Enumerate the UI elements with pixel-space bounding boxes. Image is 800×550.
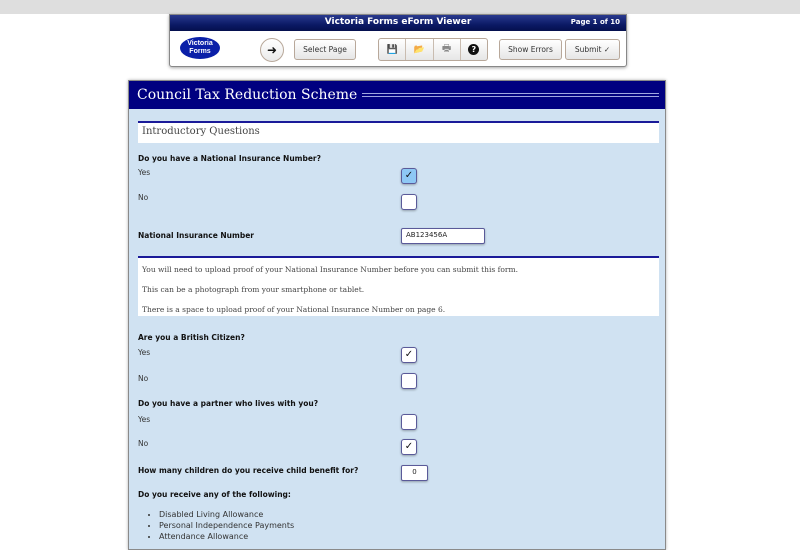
question-ni: Do you have a National Insurance Number? xyxy=(138,154,321,163)
arrow-right-icon: ➜ xyxy=(266,43,278,57)
select-page-button[interactable]: Select Page xyxy=(294,39,356,60)
benefits-list xyxy=(159,509,294,542)
ni-number-input[interactable]: AB123456A xyxy=(401,228,485,244)
question-british: Are you a British Citizen? xyxy=(138,333,245,342)
form-header xyxy=(129,81,665,109)
victoria-forms-logo xyxy=(180,37,220,59)
eform-toolbar xyxy=(169,14,627,67)
open-button[interactable] xyxy=(406,39,433,60)
section-title: Introductory Questions xyxy=(142,126,260,137)
info-line: There is a space to upload proof of your National Insurance Number on page 6. xyxy=(142,305,446,314)
folder-icon: 📂 xyxy=(413,44,425,55)
option-label-partner-no: No xyxy=(138,439,149,448)
info-line: You will need to upload proof of your National Insurance Number before you can submit this form. xyxy=(142,265,519,274)
toolbar-title-bar xyxy=(170,15,626,31)
file-actions-group xyxy=(378,38,488,61)
checkbox-partner-yes[interactable] xyxy=(401,414,417,430)
benefit-item: • Personal Independence Payments xyxy=(159,520,294,531)
section-header xyxy=(138,121,659,143)
form-title: Council Tax Reduction Scheme xyxy=(137,87,358,103)
info-line: This can be a photograph from your smartphone or tablet. xyxy=(142,285,365,294)
show-errors-button[interactable]: Show Errors xyxy=(499,39,562,60)
help-button[interactable] xyxy=(461,39,487,60)
option-label-ni-yes: Yes xyxy=(138,168,151,177)
logo-line1: Victoria xyxy=(187,40,213,47)
checkbox-ni-no[interactable] xyxy=(401,194,417,210)
header-decoration-lines xyxy=(362,93,659,97)
question-children: How many children do you receive child benefit for? xyxy=(138,466,359,475)
print-icon: 🖶 xyxy=(441,43,452,54)
benefit-item: • Attendance Allowance xyxy=(159,531,294,542)
form-panel xyxy=(128,80,666,550)
viewer-title: Victoria Forms eForm Viewer xyxy=(324,17,472,27)
checkbox-british-no[interactable] xyxy=(401,373,417,389)
label-ni-number: National Insurance Number xyxy=(138,231,254,240)
benefit-item: • Disabled Living Allowance xyxy=(159,509,294,520)
option-label-british-no: No xyxy=(138,374,149,383)
browser-top-strip xyxy=(0,0,800,14)
page-indicator: Page 1 of 10 xyxy=(570,18,620,26)
children-count-input[interactable]: 0 xyxy=(401,465,428,481)
save-button[interactable] xyxy=(379,39,406,60)
next-page-button[interactable] xyxy=(260,38,284,62)
checkbox-partner-no[interactable]: ✓ xyxy=(401,439,417,455)
save-icon: 💾 xyxy=(386,44,398,55)
info-box xyxy=(138,256,659,316)
option-label-partner-yes: Yes xyxy=(138,415,151,424)
help-icon: ? xyxy=(468,44,479,55)
option-label-ni-no: No xyxy=(138,193,149,202)
question-benefits: Do you receive any of the following: xyxy=(138,490,291,499)
checkbox-ni-yes[interactable]: ✓ xyxy=(401,168,417,184)
option-label-british-yes: Yes xyxy=(138,348,151,357)
question-partner: Do you have a partner who lives with you? xyxy=(138,399,319,408)
print-button[interactable] xyxy=(434,39,461,60)
submit-button[interactable]: Submit ✓ xyxy=(565,39,620,60)
checkbox-british-yes[interactable]: ✓ xyxy=(401,347,417,363)
logo-line2: Forms xyxy=(189,48,211,55)
